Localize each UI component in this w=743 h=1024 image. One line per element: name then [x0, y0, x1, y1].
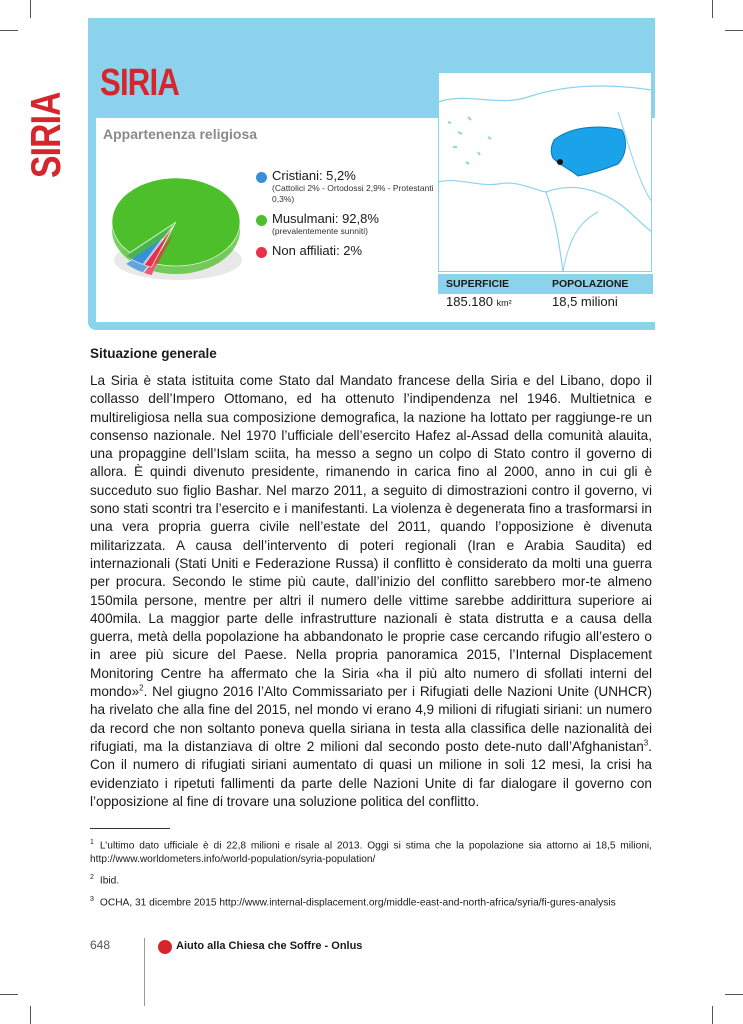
section-title: Situazione generale: [90, 346, 217, 361]
crop-mark: [725, 30, 743, 31]
area-label: SUPERFICIE: [446, 278, 510, 290]
country-title: SIRIA: [100, 62, 180, 104]
legend-item-christians: [256, 168, 436, 205]
legend-dot-christians: [256, 172, 267, 183]
footnote-number: 1: [90, 839, 94, 846]
legend-item-unaffiliated: [256, 243, 436, 258]
area-value-group: [446, 294, 512, 309]
crop-mark: [30, 1006, 31, 1024]
legend-label: Musulmani: 92,8%: [272, 211, 379, 226]
footnote: [90, 871, 652, 888]
page-number: 648: [90, 938, 111, 952]
organization-name: Aiuto alla Chiesa che Soffre - Onlus: [176, 940, 363, 952]
body-paragraph: [90, 372, 652, 811]
country-side-title: SIRIA: [22, 92, 69, 178]
area-value: 185.180: [446, 294, 493, 309]
footnote: [90, 836, 652, 867]
footnote: [90, 893, 652, 910]
footnote-text: Ibid.: [99, 875, 120, 887]
religion-pie-chart: [100, 160, 250, 290]
body-text-part: . Nel giugno 2016 l’Alto Commissariato per i Rifugiati delle Nazioni Unite (UNHCR) ha rivelato che alla fine del 2015, nel mondo vi erano 4,9 milioni di rifugiati siriani: un numero da record che non soltanto poneva quella siriana in testa alla classifica delle nazionalità dei rifugiati, ma la distanziava di oltre 2 milioni dal secondo posto dete-nuto dall’Afghanistan: [90, 684, 652, 754]
footnote-ref: 2: [139, 683, 144, 693]
organization-logo-icon: [158, 940, 172, 954]
footnote-divider: [90, 828, 170, 829]
crop-mark: [712, 1006, 713, 1024]
footnote-text: L’ultimo dato ufficiale è di 22,8 milioni e risale al 2013. Oggi si stima che la popolazione sia attorno ai 18,5 milioni, http://www.worldometers.info/world-population/syria-population/: [90, 840, 652, 866]
body-text-part: La Siria è stata istituita come Stato dal Mandato francese della Siria e del Libano, dopo il collasso dell’Impero Ottomano, ed ha ottenuto l’indipendenza nel 1946. Multietnica e multireligiosa nella sua composizione demografica, la nazione ha lottato per raggiunge-re un consenso nazionale. Nel 1970 l’ufficiale dell’esercito Hafez al-Assad della comunità alauita, una propaggine dell’Islam sciita, ha messo a segno un colpo di Stato contro il governo di allora. È quindi divenuto presidente, rimanendo in carica fino al 2000, anno in cui gli è succeduto suo figlio Bashar. Nel marzo 2011, a seguito di dimostrazioni contro il governo, vi sono stati scontri tra l’esercito e i manifestanti. La violenza è degenerata fino a trasformarsi in una vera propria guerra civile nell’estate del 2011, quando l’opposizione è divenuta militarizzata. A causa dell’intervento di poteri regionali (Iran e Arabia Saudita) ed internazionali (Stati Uniti e Federazione Russa) il conflitto è considerato da molti una guerra per procura. Secondo le stime più caute, dall’inizio del conflitto sarebbero mor-te almeno 150mila persone, mentre per altri il numero delle vittime sarebbe addirittura superiore ai 400mila. La maggior parte delle infrastrutture nazionali è stata distrutta e a causa della guerra, metà della popolazione ha abbandonato le proprie case cercando rifugio all’estero o in aree più sicure del Paese. Nella propria panoramica 2015, l’Internal Displacement Monitoring Centre ha affermato che la Siria «ha il più alto numero di sfollati interni del mondo»: [90, 373, 652, 700]
crop-mark: [30, 0, 31, 18]
location-map: [438, 72, 652, 272]
footnote-number: 3: [90, 895, 94, 903]
footnote-number: 2: [90, 874, 94, 882]
legend-item-muslims: [256, 211, 436, 237]
legend-label: Non affiliati: 2%: [272, 243, 363, 258]
religion-heading: Appartenenza religiosa: [103, 126, 258, 142]
legend-dot-unaffiliated: [256, 247, 267, 258]
footnotes: [90, 836, 652, 914]
population-label: POPOLAZIONE: [552, 278, 629, 290]
crop-mark: [0, 30, 18, 31]
capital-marker: [557, 159, 563, 165]
map-frame: [438, 72, 652, 272]
body-text-part: . Con il numero di rifugiati siriani aumentato di quasi un milione in soli 12 mesi, la crisi ha evidenziato i ripetuti fallimenti da parte delle Nazioni Unite di far dialogare il governo con l’opposizione al fine di trovare una soluzione politica del conflitto.: [90, 738, 652, 809]
header-side-border: [88, 18, 96, 330]
crop-mark: [712, 0, 713, 18]
country-stats: [438, 274, 653, 318]
header-bottom-border: [88, 322, 655, 330]
population-value: 18,5 milioni: [552, 294, 618, 309]
religion-legend: [256, 168, 436, 264]
crop-mark: [725, 994, 743, 995]
legend-dot-muslims: [256, 215, 267, 226]
legend-note: (Cattolici 2% - Ortodossi 2,9% - Protestanti 0,3%): [272, 183, 434, 204]
legend-note: (prevalentemente sunniti): [272, 226, 368, 236]
legend-label: Cristiani: 5,2%: [272, 168, 356, 183]
footer-divider: [144, 938, 145, 1006]
footnote-ref: 3: [643, 738, 649, 748]
area-unit: km²: [496, 298, 512, 308]
crop-mark: [0, 994, 18, 995]
footnote-text: OCHA, 31 dicembre 2015 http://www.internal-displacement.org/middle-east-and-north-africa/syria/fi-gures-analysis: [99, 897, 616, 909]
